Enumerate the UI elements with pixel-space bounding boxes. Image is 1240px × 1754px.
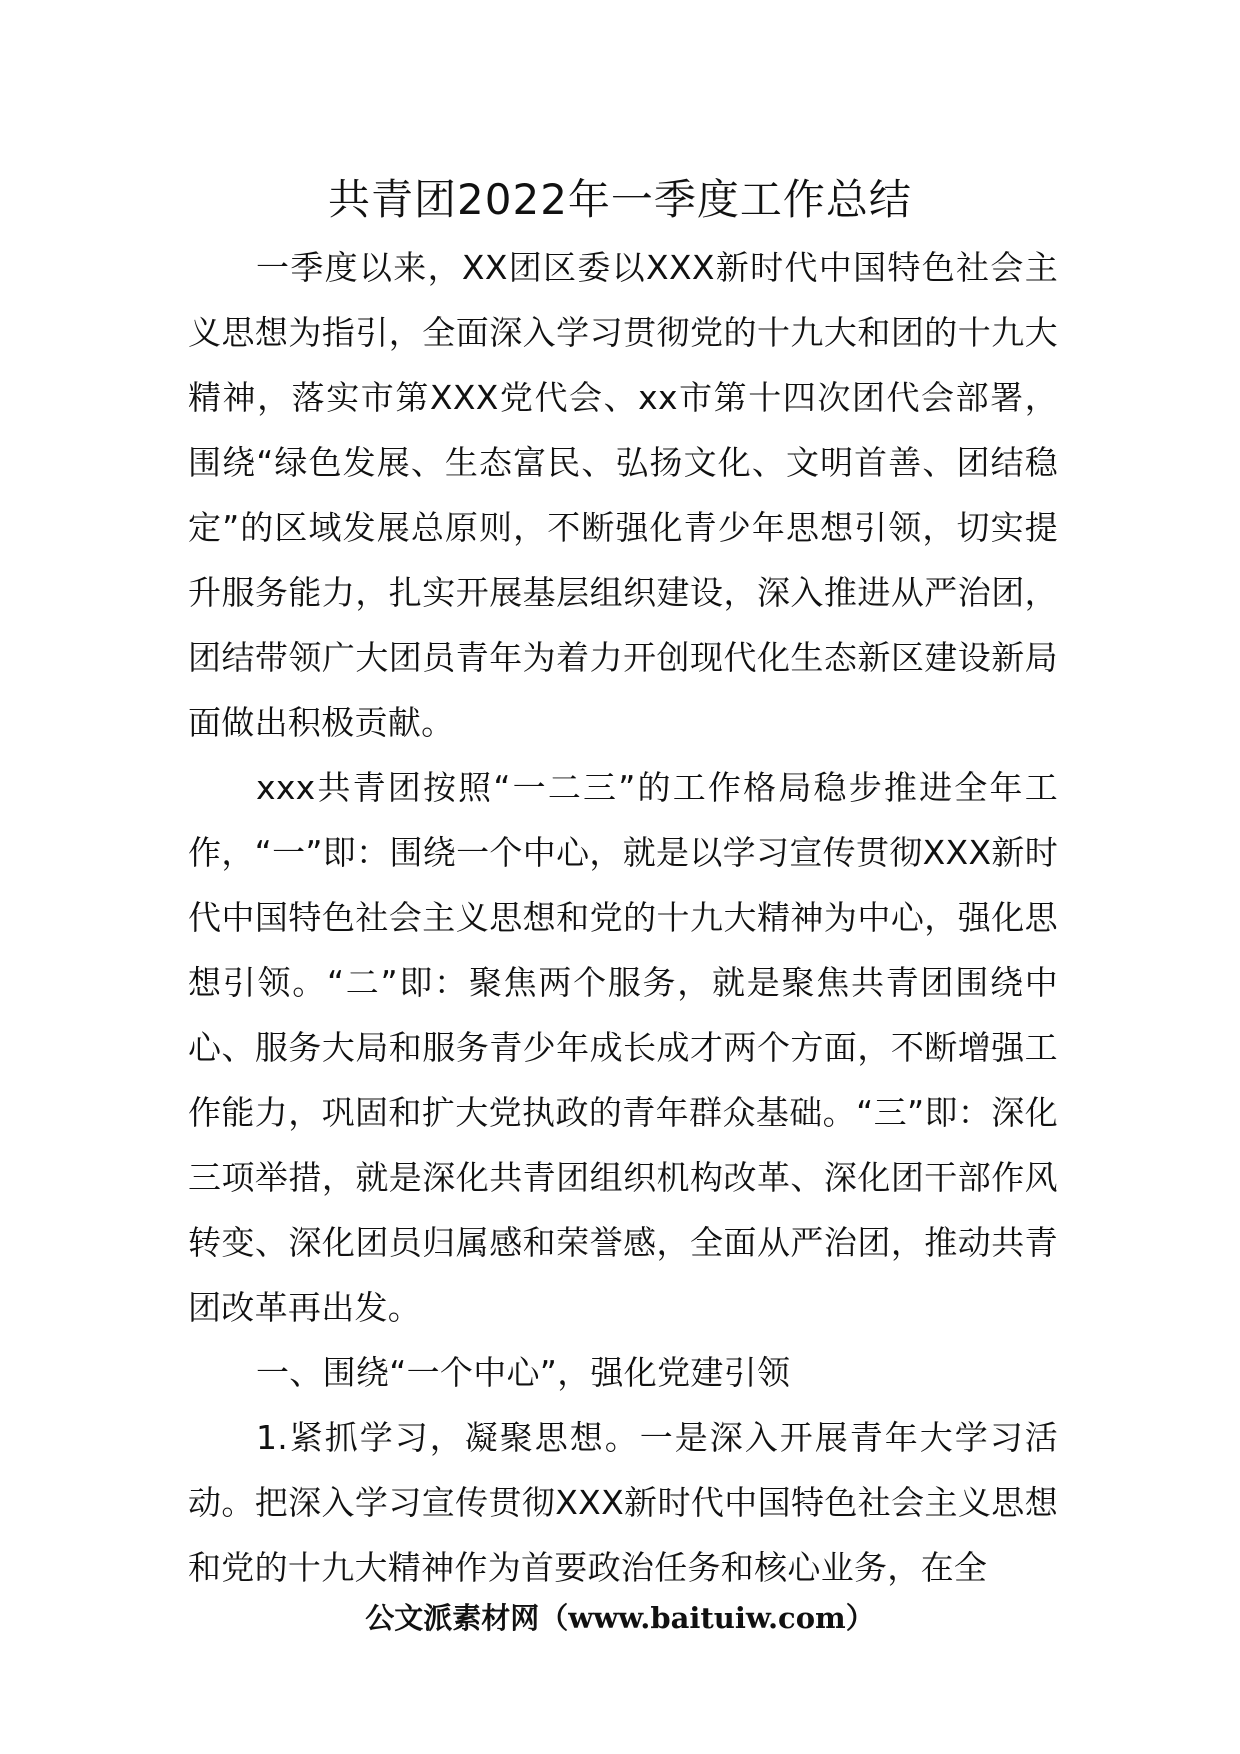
paragraph-intro: 一季度以来，XX团区委以XXX新时代中国特色社会主义思想为指引，全面深入学习贯彻党的十九大和团的十九大精神，落实市第XXX党代会、xx市第十四次团代会部署，围绕“绿色发展、生态富民、弘扬文化、文明首善、团结稳定”的区域发展总原则，不断强化青少年思想引领，切实提升服务能力，扎实开展基层组织建设，深入推进从严治团，团结带领广大团员青年为着力开创现代化生态新区建设新局面做出积极贡献。 (188, 248, 1058, 742)
section-heading-one: 一、围绕“一个中心”，强化党建引领 (256, 1353, 791, 1392)
document-title: 共青团2022年一季度工作总结 (328, 175, 912, 224)
document-body (188, 235, 1058, 1600)
footer-watermark: 公文派素材网（www.baituiw.com） (365, 1601, 875, 1635)
paragraph-work-pattern: xxx共青团按照“一二三”的工作格局稳步推进全年工作，“一”即：围绕一个中心，就是以学习宣传贯彻XXX新时代中国特色社会主义思想和党的十九大精神为中心，强化思想引领。“二”即：聚焦两个服务，就是聚焦共青团围绕中心、服务大局和服务青少年成长成才两个方面，不断增强工作能力，巩固和扩大党执政的青年群众基础。“三”即：深化三项举措，就是深化共青团组织机构改革、深化团干部作风转变、深化团员归属感和荣誉感，全面从严治团，推动共青团改革再出发。 (188, 768, 1058, 1327)
paragraph-study: 1.紧抓学习，凝聚思想。一是深入开展青年大学习活动。把深入学习宣传贯彻XXX新时代中国特色社会主义思想和党的十九大精神作为首要政治任务和核心业务，在全 (188, 1418, 1058, 1587)
